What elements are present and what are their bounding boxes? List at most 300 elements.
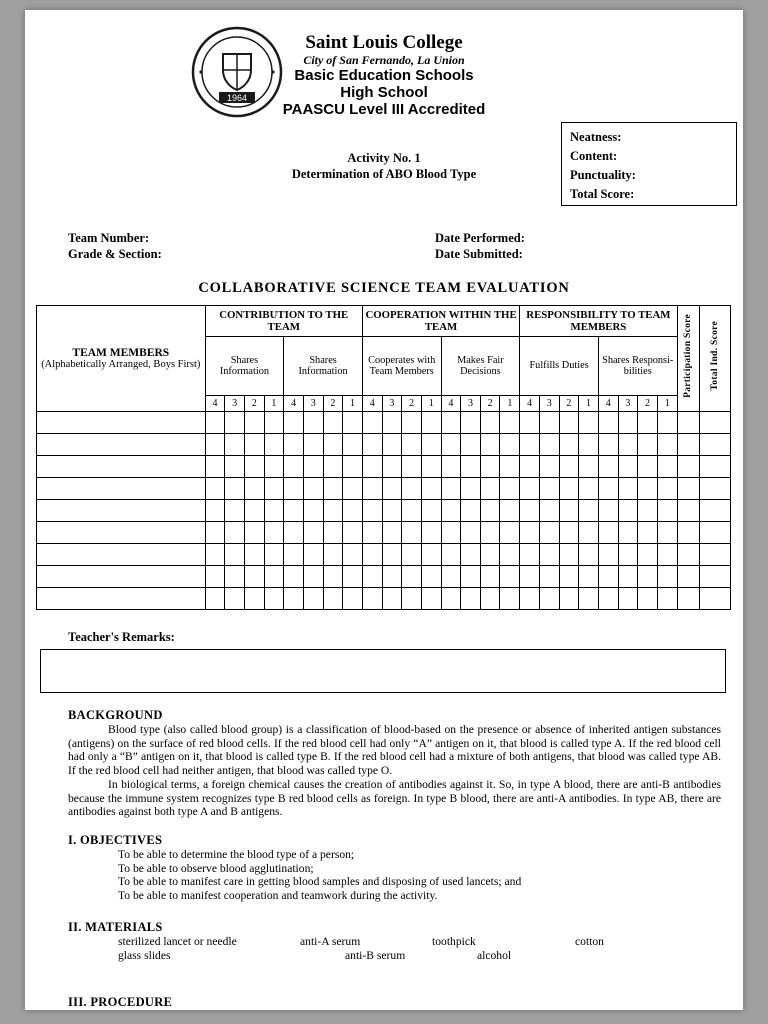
rating-entry-cell [500,588,520,610]
rating-entry-cell [559,566,579,588]
score-entry-cell [677,500,699,522]
rating-entry-cell [657,434,677,456]
rating-entry-cell [402,566,422,588]
materials-row-2 [68,949,721,963]
rating-entry-cell [205,588,225,610]
rating-entry-cell [598,478,618,500]
rating-entry-cell [618,434,638,456]
group-header-responsibility: RESPONSIBILITY TO TEAM MEMBERS [520,306,677,337]
score-entry-cell [677,522,699,544]
rating-entry-cell [579,544,599,566]
rating-entry-cell [579,434,599,456]
rating-entry-cell [441,434,461,456]
rating-scale-cell: 1 [264,396,284,412]
rating-entry-cell [303,434,323,456]
rating-entry-cell [303,522,323,544]
material-toothpick: toothpick [432,934,476,948]
rating-entry-cell [539,500,559,522]
rating-entry-cell [579,456,599,478]
rating-entry-cell [480,566,500,588]
rating-entry-cell [382,412,402,434]
evaluation-row [37,522,731,544]
rating-entry-cell [657,412,677,434]
rating-entry-cell [264,456,284,478]
rating-entry-cell [382,456,402,478]
subheader-shares-information-1: Shares Information [205,337,284,396]
objective-item-2: To be able to observe blood agglutination; [118,861,314,875]
rating-entry-cell [343,434,363,456]
evaluation-row [37,500,731,522]
objectives-section [68,833,721,903]
rating-scale-cell: 2 [638,396,658,412]
rating-entry-cell [638,456,658,478]
rating-entry-cell [264,478,284,500]
score-entry-cell [677,544,699,566]
rating-entry-cell [579,566,599,588]
rating-entry-cell [480,434,500,456]
rating-scale-cell: 1 [500,396,520,412]
rating-entry-cell [362,522,382,544]
rating-entry-cell [618,478,638,500]
rating-entry-cell [382,478,402,500]
background-heading: BACKGROUND [68,708,163,722]
material-alcohol: alcohol [477,948,512,962]
rating-entry-cell [559,544,579,566]
rating-entry-cell [638,478,658,500]
rating-entry-cell [264,412,284,434]
rating-entry-cell [264,500,284,522]
subheader-fair-decisions: Makes Fair Decisions [441,337,520,396]
score-entry-cell [677,456,699,478]
rating-scale-cell: 2 [559,396,579,412]
objectives-heading: I. OBJECTIVES [68,832,163,847]
member-name-cell [37,588,206,610]
rating-entry-cell [402,478,422,500]
school-city: City of San Fernando, La Union [303,53,465,67]
rating-entry-cell [264,522,284,544]
rating-entry-cell [225,500,245,522]
subheader-fulfills-duties: Fulfills Duties [520,337,599,396]
rating-entry-cell [362,412,382,434]
member-name-cell [37,478,206,500]
group-header-cooperation: COOPERATION WITHIN THE TEAM [362,306,519,337]
rating-entry-cell [579,478,599,500]
material-anti-b-serum: anti-B serum [345,948,406,962]
background-section [68,708,721,819]
seal-year-text: 1964 [226,93,248,103]
score-entry-cell [699,522,730,544]
background-paragraph-2: In biological terms, a foreign chemical causes the creation of antibodies against it. So, in type A blood, there are anti-B antibodies because the immune system recognizes type B red blood cells as foreign. In type B blood, there are anti-A antibodies. In type AB, there are antibodies against both type A and B antigens. [68,777,721,819]
rating-entry-cell [539,478,559,500]
materials-heading: II. MATERIALS [68,919,163,934]
score-entry-cell [677,588,699,610]
rating-entry-cell [362,456,382,478]
rating-scale-cell: 2 [402,396,422,412]
evaluation-row [37,588,731,610]
rating-entry-cell [303,544,323,566]
background-paragraph-1: Blood type (also called blood group) is a classification of blood-based on the presence or absence of inherited antigen substances (antigens) on the surface of red blood cells. If the red blood cell had only “A” antigen on it, that blood is called type A. If the red blood cell had only a “B” antigen on it, that blood is called type B. If the red blood cell had a mixture of both antigens, that blood was called type AB. If the red blood cell had neither antigen, that blood was called type O. [68,723,721,778]
rating-entry-cell [618,566,638,588]
rating-entry-cell [559,588,579,610]
rating-entry-cell [441,478,461,500]
rating-scale-cell: 2 [323,396,343,412]
school-seal-icon [191,26,283,118]
rating-entry-cell [539,456,559,478]
rating-entry-cell [244,566,264,588]
rating-entry-cell [362,434,382,456]
team-number-label: Team Number: [68,231,150,245]
rating-entry-cell [657,544,677,566]
rating-scale-cell: 4 [362,396,382,412]
rating-entry-cell [461,522,481,544]
rating-entry-cell [500,478,520,500]
score-entry-cell [677,434,699,456]
rating-entry-cell [323,566,343,588]
rating-entry-cell [205,500,225,522]
rating-entry-cell [461,456,481,478]
rating-entry-cell [500,456,520,478]
rating-entry-cell [323,588,343,610]
rating-entry-cell [225,544,245,566]
rating-entry-cell [421,522,441,544]
rating-entry-cell [362,544,382,566]
activity-number: Activity No. 1 [347,151,421,165]
score-entry-cell [699,434,730,456]
rating-entry-cell [343,566,363,588]
materials-row-1 [68,935,721,949]
rating-entry-cell [500,544,520,566]
rating-entry-cell [480,456,500,478]
rating-scale-cell: 2 [244,396,264,412]
rating-entry-cell [244,522,264,544]
rating-entry-cell [362,478,382,500]
rating-entry-cell [244,456,264,478]
rating-entry-cell [323,412,343,434]
rating-entry-cell [598,566,618,588]
rating-entry-cell [362,566,382,588]
team-members-header: TEAM MEMBERS [72,346,170,359]
rating-entry-cell [303,456,323,478]
rating-entry-cell [441,588,461,610]
rating-entry-cell [618,522,638,544]
rating-entry-cell [559,522,579,544]
rating-entry-cell [657,478,677,500]
rating-entry-cell [618,500,638,522]
info-fields-row [25,230,743,268]
rating-entry-cell [480,412,500,434]
rating-entry-cell [657,500,677,522]
rating-entry-cell [520,566,540,588]
score-entry-cell [699,412,730,434]
evaluation-row [37,566,731,588]
rating-entry-cell [303,588,323,610]
rating-scale-cell: 3 [382,396,402,412]
rating-entry-cell [539,544,559,566]
table-group-header-row [37,306,731,337]
rating-entry-cell [441,412,461,434]
rating-entry-cell [579,500,599,522]
rating-scale-cell: 2 [480,396,500,412]
rating-entry-cell [441,544,461,566]
rating-entry-cell [421,412,441,434]
rating-entry-cell [421,544,441,566]
rating-scale-cell: 3 [225,396,245,412]
rating-entry-cell [205,478,225,500]
rating-scale-cell: 4 [441,396,461,412]
rating-entry-cell [480,522,500,544]
rating-entry-cell [244,588,264,610]
team-info-block [68,230,162,262]
rating-entry-cell [284,434,304,456]
rating-entry-cell [618,412,638,434]
teacher-remarks-label: Teacher's Remarks: [68,630,175,644]
evaluation-row [37,456,731,478]
rating-entry-cell [598,522,618,544]
score-entry-cell [699,478,730,500]
rating-entry-cell [461,588,481,610]
rating-entry-cell [264,434,284,456]
date-submitted-label: Date Submitted: [435,247,523,261]
rating-entry-cell [225,566,245,588]
rating-entry-cell [559,456,579,478]
rating-entry-cell [618,544,638,566]
rating-entry-cell [343,456,363,478]
rating-scale-cell: 4 [598,396,618,412]
rating-entry-cell [657,588,677,610]
score-box [561,122,737,206]
rating-entry-cell [461,412,481,434]
rating-entry-cell [480,588,500,610]
rating-entry-cell [461,478,481,500]
rating-entry-cell [284,566,304,588]
rating-entry-cell [402,500,422,522]
score-entry-cell [699,588,730,610]
rating-entry-cell [638,566,658,588]
material-glass-slides: glass slides [118,948,171,962]
rating-entry-cell [638,412,658,434]
objective-item-3: To be able to manifest care in getting blood samples and disposing of used lancets; and [118,875,522,889]
rating-entry-cell [323,544,343,566]
rating-scale-cell: 4 [205,396,225,412]
rating-entry-cell [284,412,304,434]
rating-entry-cell [402,544,422,566]
rating-entry-cell [323,434,343,456]
member-name-cell [37,544,206,566]
rating-entry-cell [382,588,402,610]
rating-entry-cell [225,588,245,610]
score-entry-cell [699,566,730,588]
rating-entry-cell [500,566,520,588]
team-members-subtext: (Alphabetically Arranged, Boys First) [41,358,201,370]
rating-entry-cell [264,588,284,610]
activity-header-row [25,122,743,222]
score-entry-cell [677,566,699,588]
school-dept: Basic Education Schools [294,67,474,84]
rating-entry-cell [244,478,264,500]
letterhead [25,10,743,118]
rating-scale-cell: 1 [579,396,599,412]
material-lancet: sterilized lancet or needle [118,934,237,948]
rating-entry-cell [500,522,520,544]
rating-entry-cell [539,434,559,456]
evaluation-row [37,412,731,434]
member-name-cell [37,456,206,478]
evaluation-row [37,478,731,500]
rating-entry-cell [244,434,264,456]
rating-entry-cell [520,412,540,434]
rating-entry-cell [205,566,225,588]
rating-scale-cell: 3 [303,396,323,412]
rating-scale-cell: 3 [461,396,481,412]
rating-entry-cell [244,544,264,566]
procedure-section [68,995,721,1010]
member-name-cell [37,500,206,522]
rating-entry-cell [402,522,422,544]
rating-entry-cell [441,566,461,588]
rating-entry-cell [638,434,658,456]
subheader-shares-responsibilities: Shares Responsi-bilities [598,337,677,396]
rating-entry-cell [480,478,500,500]
rating-scale-cell: 4 [284,396,304,412]
rating-entry-cell [362,500,382,522]
procedure-heading: III. PROCEDURE [68,994,173,1009]
rating-entry-cell [657,566,677,588]
rating-entry-cell [638,522,658,544]
objective-item-1: To be able to determine the blood type of a person; [118,847,355,861]
rating-entry-cell [461,500,481,522]
rating-entry-cell [520,544,540,566]
rating-entry-cell [539,566,559,588]
rating-entry-cell [618,588,638,610]
rating-scale-cell: 1 [657,396,677,412]
rating-entry-cell [225,412,245,434]
rating-entry-cell [539,588,559,610]
rating-entry-cell [480,500,500,522]
rating-entry-cell [225,522,245,544]
rating-entry-cell [520,456,540,478]
rating-entry-cell [500,412,520,434]
rating-entry-cell [461,434,481,456]
materials-section [68,920,721,963]
rating-entry-cell [598,544,618,566]
rating-entry-cell [323,522,343,544]
material-anti-a-serum: anti-A serum [300,934,361,948]
rating-entry-cell [402,588,422,610]
rating-entry-cell [284,478,304,500]
rating-entry-cell [264,566,284,588]
rating-entry-cell [323,478,343,500]
rating-entry-cell [520,434,540,456]
rating-entry-cell [382,544,402,566]
school-level: High School [340,84,428,101]
subheader-cooperates: Cooperates with Team Members [362,337,441,396]
rating-entry-cell [343,544,363,566]
rating-entry-cell [559,500,579,522]
rating-entry-cell [343,412,363,434]
rating-entry-cell [421,566,441,588]
rating-entry-cell [559,478,579,500]
rating-entry-cell [559,434,579,456]
rating-entry-cell [303,412,323,434]
score-label-neatness: Neatness: [570,130,622,144]
rating-entry-cell [343,522,363,544]
rating-entry-cell [284,544,304,566]
rating-entry-cell [205,522,225,544]
rating-entry-cell [225,478,245,500]
rating-entry-cell [598,456,618,478]
rating-entry-cell [402,456,422,478]
rating-entry-cell [244,500,264,522]
rating-entry-cell [284,588,304,610]
rating-entry-cell [441,500,461,522]
rating-entry-cell [421,500,441,522]
total-ind-score-header: Total Ind. Score [699,306,730,412]
rating-entry-cell [362,588,382,610]
date-performed-label: Date Performed: [435,231,525,245]
evaluation-row [37,434,731,456]
member-name-cell [37,522,206,544]
rating-entry-cell [382,434,402,456]
rating-entry-cell [579,522,599,544]
rating-entry-cell [539,412,559,434]
score-entry-cell [677,412,699,434]
score-label-punctuality: Punctuality: [570,168,636,182]
rating-entry-cell [303,478,323,500]
rating-entry-cell [205,434,225,456]
rating-entry-cell [303,566,323,588]
rating-entry-cell [421,434,441,456]
grade-section-label: Grade & Section: [68,247,162,261]
rating-scale-cell: 1 [421,396,441,412]
rating-entry-cell [520,522,540,544]
rating-entry-cell [303,500,323,522]
date-info-block [435,230,525,262]
evaluation-title: COLLABORATIVE SCIENCE TEAM EVALUATION [198,280,570,296]
team-members-header-cell [37,306,206,412]
score-entry-cell [699,500,730,522]
rating-entry-cell [225,434,245,456]
activity-title: Determination of ABO Blood Type [291,167,477,181]
rating-entry-cell [638,544,658,566]
score-entry-cell [677,478,699,500]
member-name-cell [37,434,206,456]
rating-entry-cell [638,500,658,522]
document-page [25,10,743,1010]
rating-entry-cell [520,500,540,522]
rating-entry-cell [402,412,422,434]
rating-scale-cell: 1 [343,396,363,412]
school-accreditation: PAASCU Level III Accredited [282,101,486,118]
rating-entry-cell [244,412,264,434]
rating-entry-cell [421,478,441,500]
teacher-remarks-box [40,649,726,693]
rating-entry-cell [284,522,304,544]
rating-entry-cell [618,456,638,478]
member-name-cell [37,566,206,588]
rating-entry-cell [461,566,481,588]
participation-score-header: Participation Score [677,306,699,412]
rating-entry-cell [441,456,461,478]
rating-entry-cell [205,456,225,478]
rating-entry-cell [500,434,520,456]
evaluation-table [36,305,731,610]
rating-entry-cell [382,522,402,544]
rating-entry-cell [441,522,461,544]
subheader-shares-information-2: Shares Information [284,337,363,396]
evaluation-row [37,544,731,566]
rating-entry-cell [638,588,658,610]
rating-entry-cell [520,588,540,610]
